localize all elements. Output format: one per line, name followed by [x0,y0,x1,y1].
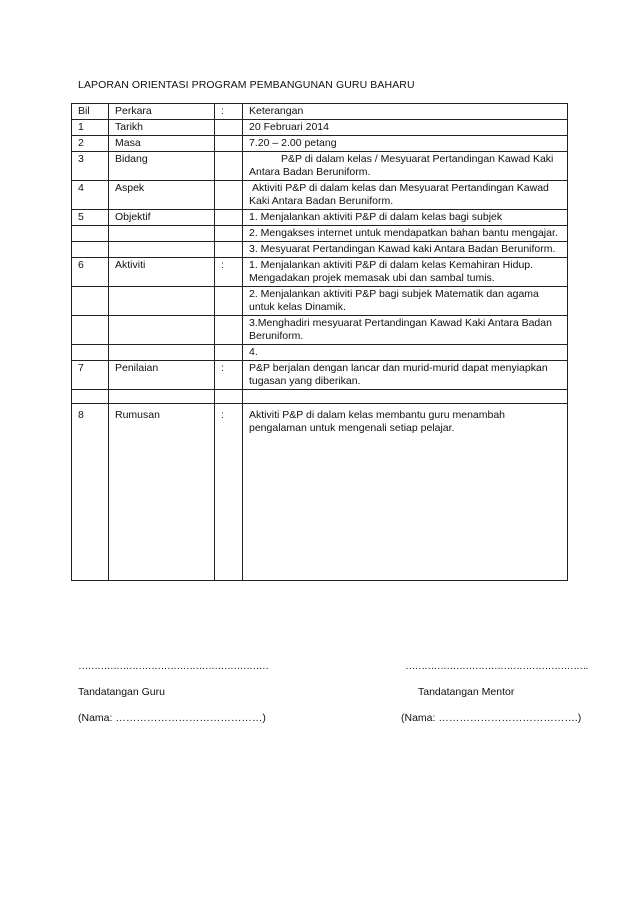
mentor-signature-line: …………………………………………………. [405,660,588,672]
table-row [72,226,568,242]
row-perkara: Masa [109,136,215,152]
table-row [72,287,568,316]
row-perkara-empty [109,345,215,361]
table-row [72,136,568,152]
mentor-signature-label: Tandatangan Mentor [418,686,515,698]
table-row [72,242,568,258]
row-perkara: Rumusan [109,404,215,581]
row-keterangan-item: 1. Menjalankan aktiviti P&P di dalam kelas Kemahiran Hidup. Mengadakan projek memasak ubi dan sambal tumis. [243,258,568,287]
row-keterangan-item: 3.Menghadiri mesyuarat Pertandingan Kawad Kaki Antara Badan Beruniform. [243,316,568,345]
row-keterangan [243,181,568,210]
row-bil: 7 [72,361,109,390]
table-row [72,361,568,390]
guru-signature-label: Tandatangan Guru [78,686,165,698]
row-bil-empty [72,316,109,345]
row-colon [215,152,243,181]
keterangan-line: Aktiviti P&P di dalam kelas dan Mesyuarat Pertandingan Kawad [252,182,549,194]
spacer-cell [72,390,109,404]
table-header-row [72,104,568,120]
row-keterangan: 20 Februari 2014 [243,120,568,136]
row-perkara: Aktiviti [109,258,215,287]
row-keterangan-item: 2. Mengakses internet untuk mendapatkan bahan bantu mengajar. [243,226,568,242]
row-bil-empty [72,287,109,316]
table-row [72,345,568,361]
guru-signature-line: …………………………………………………… [78,660,268,672]
spacer-cell [109,390,215,404]
row-colon-empty [215,287,243,316]
row-colon [215,210,243,226]
mentor-name-field: (Nama: ………………………………….) [401,712,582,724]
row-colon [215,136,243,152]
guru-name-field: (Nama: ……………………………………) [78,712,266,724]
keterangan-line: Kaki Antara Badan Beruniform. [249,195,394,207]
row-bil: 6 [72,258,109,287]
table-row [72,258,568,287]
row-keterangan [243,152,568,181]
row-keterangan-item: 4. [243,345,568,361]
row-perkara: Aspek [109,181,215,210]
header-colon: : [215,104,243,120]
row-bil-empty [72,226,109,242]
row-keterangan-item: 3. Mesyuarat Pertandingan Kawad kaki Antara Badan Beruniform. [243,242,568,258]
row-bil: 5 [72,210,109,226]
row-colon-empty [215,316,243,345]
spacer-cell [215,390,243,404]
row-perkara: Objektif [109,210,215,226]
keterangan-line: Antara Badan Beruniform. [249,166,371,178]
table-row [72,316,568,345]
table-row [72,404,568,581]
row-keterangan: Aktiviti P&P di dalam kelas membantu guru menambah pengalaman untuk mengenali setiap pelajar. [243,404,568,581]
row-perkara: Bidang [109,152,215,181]
row-bil-empty [72,345,109,361]
row-colon-empty [215,345,243,361]
keterangan-line: P&P di dalam kelas / Mesyuarat Pertandingan Kawad Kaki [281,153,554,165]
row-colon-empty [215,226,243,242]
table-row [72,152,568,181]
row-perkara-empty [109,316,215,345]
row-perkara-empty [109,226,215,242]
report-table [71,103,568,581]
table-row [72,210,568,226]
spacer-cell [243,390,568,404]
row-bil: 4 [72,181,109,210]
header-perkara: Perkara [109,104,215,120]
row-colon: : [215,404,243,581]
table-row-spacer [72,390,568,404]
table-row [72,120,568,136]
row-colon [215,120,243,136]
row-colon-empty [215,242,243,258]
row-colon: : [215,361,243,390]
row-colon [215,181,243,210]
document-title: LAPORAN ORIENTASI PROGRAM PEMBANGUNAN GURU BAHARU [78,79,415,91]
row-keterangan-item: 2. Menjalankan aktiviti P&P bagi subjek Matematik dan agama untuk kelas Dinamik. [243,287,568,316]
row-bil: 8 [72,404,109,581]
header-bil: Bil [72,104,109,120]
table-row [72,181,568,210]
row-perkara-empty [109,287,215,316]
row-bil-empty [72,242,109,258]
row-perkara-empty [109,242,215,258]
row-perkara: Tarikh [109,120,215,136]
row-keterangan: 7.20 – 2.00 petang [243,136,568,152]
row-keterangan-item: 1. Menjalankan aktiviti P&P di dalam kelas bagi subjek [243,210,568,226]
row-bil: 2 [72,136,109,152]
row-keterangan: P&P berjalan dengan lancar dan murid-murid dapat menyiapkan tugasan yang diberikan. [243,361,568,390]
row-bil: 1 [72,120,109,136]
row-perkara: Penilaian [109,361,215,390]
header-keterangan: Keterangan [243,104,568,120]
row-colon: : [215,258,243,287]
row-bil: 3 [72,152,109,181]
